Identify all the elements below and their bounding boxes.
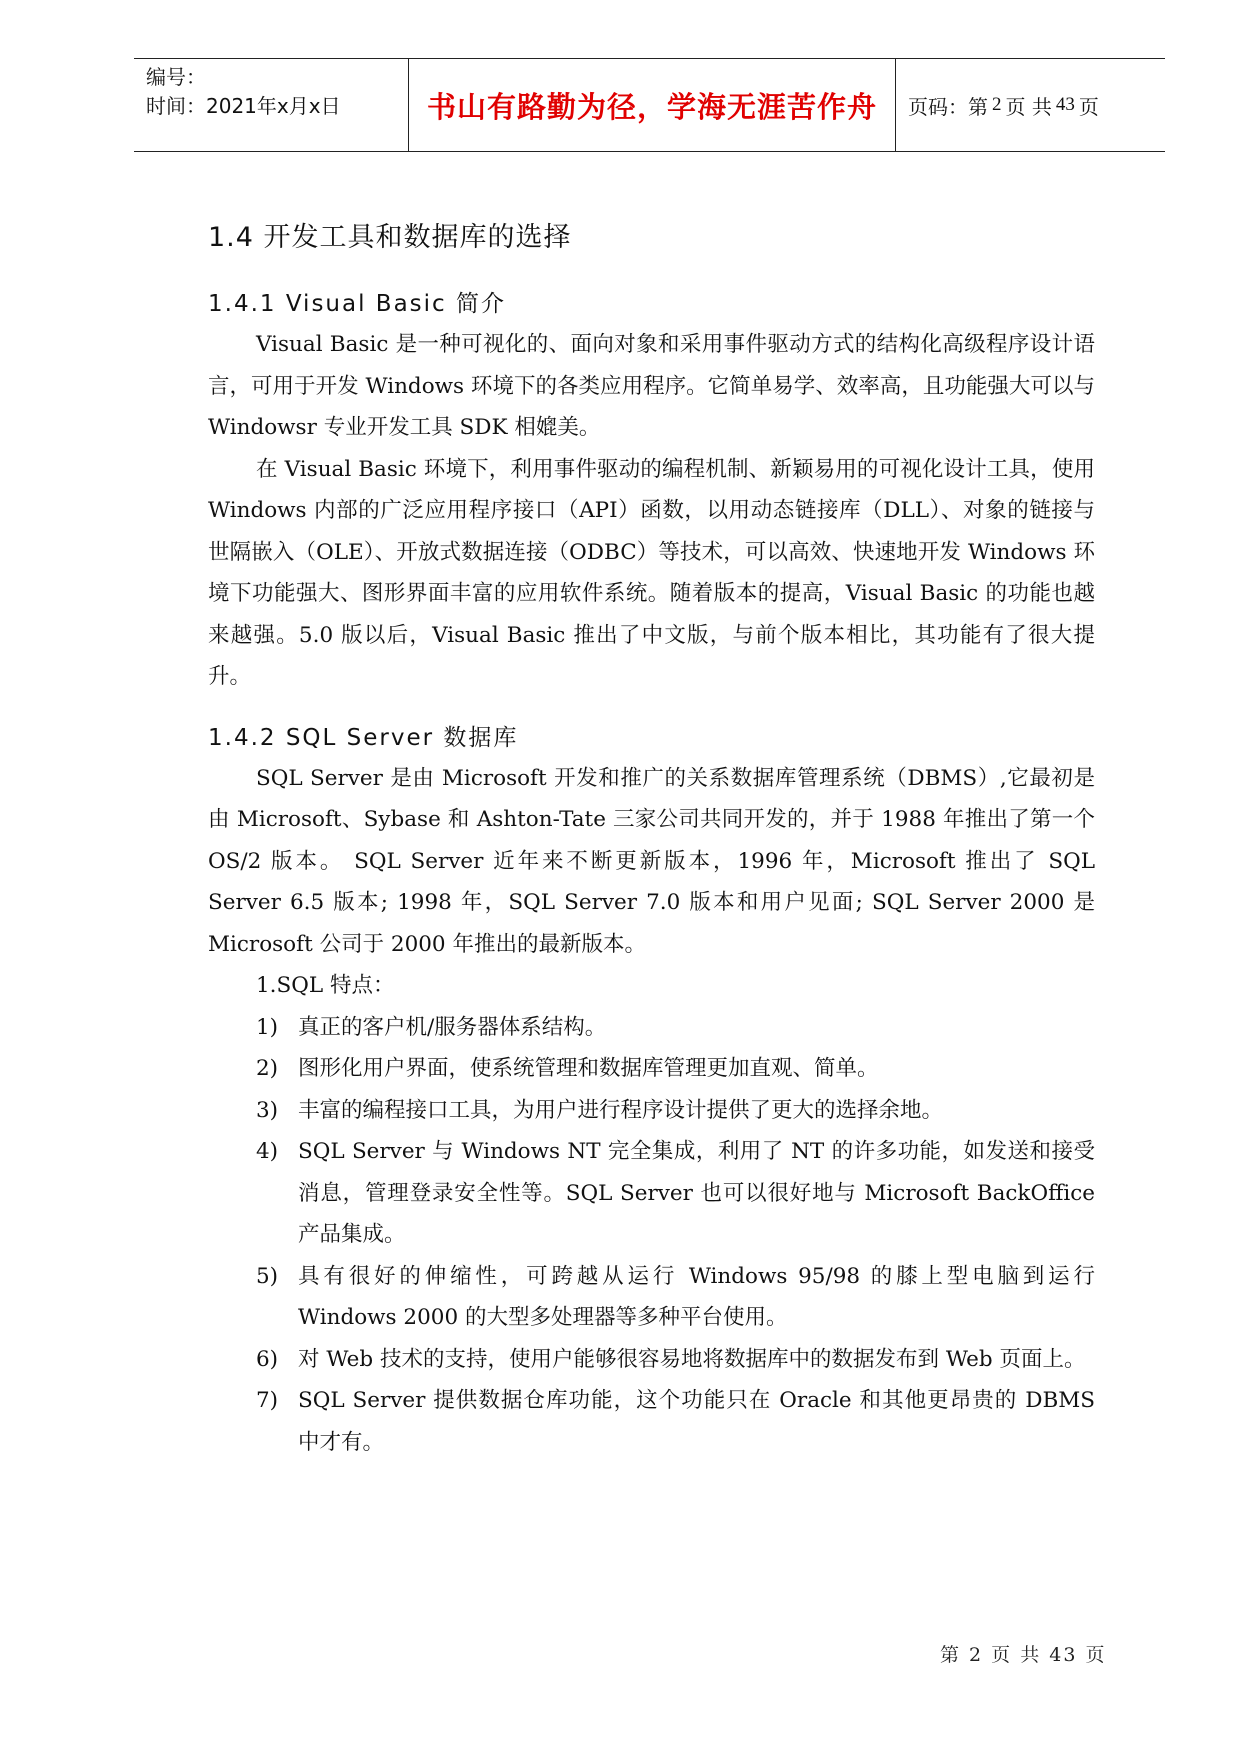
header-motto: 书山有路勤为径，学海无涯苦作舟 <box>409 59 896 151</box>
page-suffix: 页 <box>1078 94 1099 119</box>
header-meta <box>134 59 409 151</box>
list-item <box>256 1380 1095 1463</box>
page-total: 43 <box>1055 94 1075 115</box>
list-item-text: 图形化用户界面，使系统管理和数据库管理更加直观、简单。 <box>298 1056 879 1081</box>
vb-paragraph-2: 在 Visual Basic 环境下，利用事件驱动的编程机制、新颖易用的可视化设计工具，使用 Windows 内部的广泛应用程序接口（API）函数，以用动态链接库（DLL）、对象的链接与世隔嵌入（OLE）、开放式数据连接（ODBC）等技术，可以高效、快速地开发 Windows 环境下功能强大、图形界面丰富的应用软件系统。随着版本的提高，Visual Basic 的功能也越来越强。5.0 版以后，Visual Basic 推出了中文版，与前个版本相比，其功能有了很大提升。 <box>208 456 1095 689</box>
vb-paragraph-1: Visual Basic 是一种可视化的、面向对象和采用事件驱动方式的结构化高级程序设计语言，可用于开发 Windows 环境下的各类应用程序。它简单易学、效率高，且功能强大可以与 Windowsr 专业开发工具 SDK 相媲美。 <box>208 332 1095 440</box>
time-label: 时间：2021年x月x日 <box>146 94 341 118</box>
serial-number-label: 编号： <box>146 65 206 89</box>
list-item-number: 4) <box>256 1139 279 1164</box>
list-item <box>256 1048 1095 1090</box>
list-item-text: 对 Web 技术的支持，使用户能够很容易地将数据库中的数据发布到 Web 页面上。 <box>298 1346 1086 1372</box>
header-page-number <box>896 59 1165 151</box>
list-item-number: 3) <box>256 1097 279 1123</box>
page-middle: 页 共 <box>1005 94 1052 119</box>
list-item <box>256 1256 1095 1339</box>
sql-features-list <box>208 1007 1095 1464</box>
section-title: 1.4 开发工具和数据库的选择 <box>208 222 572 253</box>
document-body <box>208 215 1095 1463</box>
list-item <box>256 1090 1095 1132</box>
vb-section-title: 1.4.1 Visual Basic 简介 <box>208 291 507 317</box>
list-item-text: SQL Server 提供数据仓库功能，这个功能只在 Oracle 和其他更昂贵的 DBMS 中才有。 <box>298 1388 1095 1455</box>
page-current: 2 <box>992 94 1002 115</box>
sql-section-title: 1.4.2 SQL Server 数据库 <box>208 724 519 751</box>
list-item <box>256 1131 1095 1256</box>
list-item <box>256 1339 1095 1381</box>
list-item-number: 2) <box>256 1056 279 1081</box>
list-item-text: 丰富的编程接口工具，为用户进行程序设计提供了更大的选择余地。 <box>298 1097 944 1123</box>
sql-paragraph-1: SQL Server 是由 Microsoft 开发和推广的关系数据库管理系统（DBMS）,它最初是由 Microsoft、Sybase 和 Ashton-Tate 三家公司共同开发的，并于 1988 年推出了第一个 OS/2 版本。 SQL Server 近年来不断更新版本，1996 年，Microsoft 推出了 SQL Server 6.5 版本; 1998 年，SQL Server 7.0 版本和用户见面; SQL Server 2000 是 Microsoft 公司于 2000 年推出的最新版本。 <box>208 765 1095 957</box>
list-item-number: 1) <box>256 1014 279 1040</box>
list-item-text: 具有很好的伸缩性，可跨越从运行 Windows 95/98 的膝上型电脑到运行 Windows 2000 的大型多处理器等多种平台使用。 <box>298 1263 1095 1330</box>
list-item <box>256 1007 1095 1049</box>
sql-features-heading: 1.SQL 特点： <box>256 973 395 998</box>
list-item-number: 7) <box>256 1388 279 1413</box>
page-header <box>134 58 1165 152</box>
list-item-number: 6) <box>256 1346 279 1372</box>
list-item-number: 5) <box>256 1263 279 1289</box>
page-footer: 第 2 页 共 43 页 <box>940 1644 1107 1666</box>
page-prefix: 页码：第 <box>908 94 988 119</box>
list-item-text: 真正的客户机/服务器体系结构。 <box>298 1014 607 1040</box>
list-item-text: SQL Server 与 Windows NT 完全集成，利用了 NT 的许多功能，如发送和接受消息，管理登录安全性等。SQL Server 也可以很好地与 Microsoft BackOffice 产品集成。 <box>298 1139 1095 1247</box>
